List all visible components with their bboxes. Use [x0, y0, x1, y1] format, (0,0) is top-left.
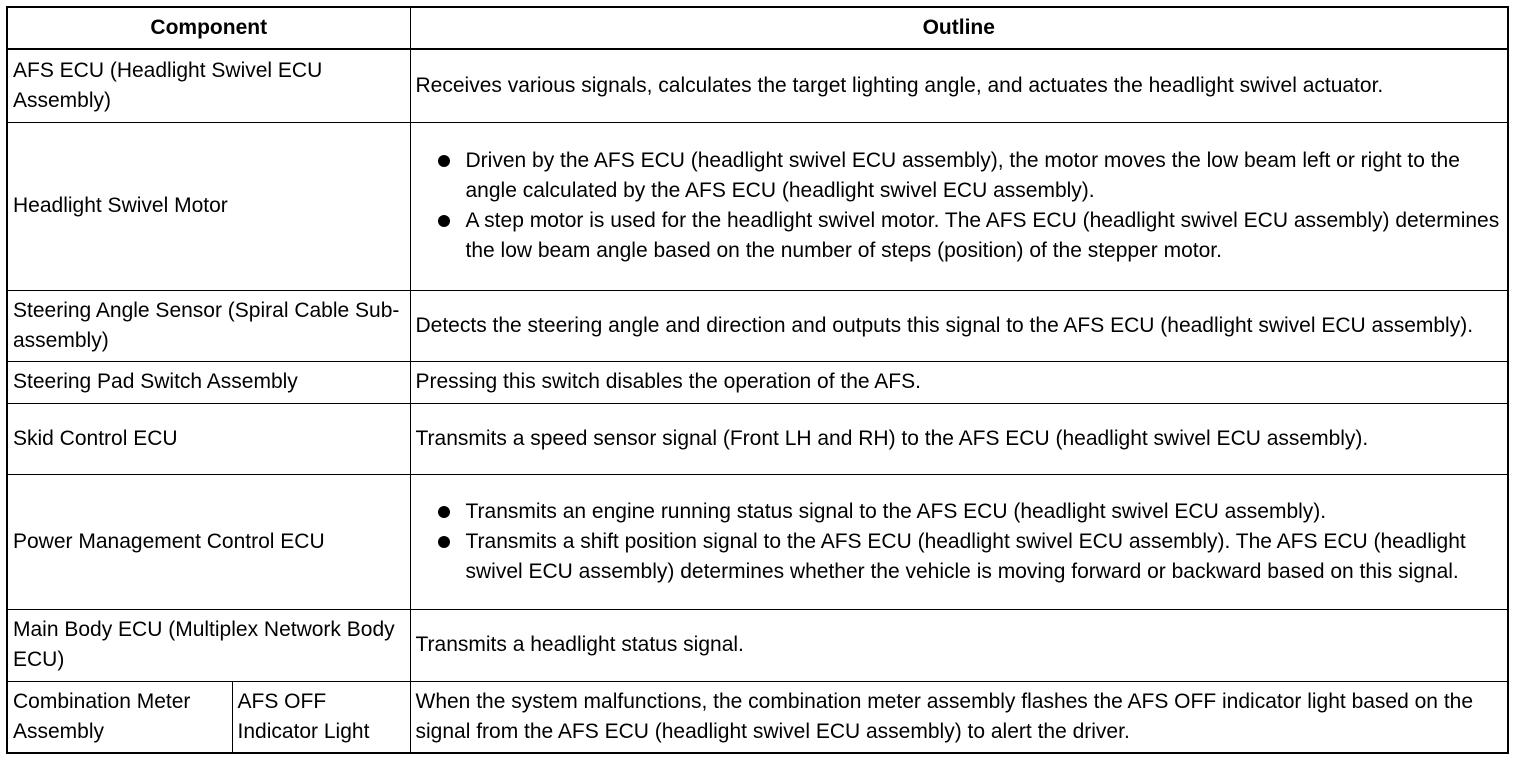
table-row: [7, 681, 1508, 753]
bullet-item: Transmits a shift position signal to the AFS ECU (headlight swivel ECU assembly). The AFS ECU (headlight swivel ECU assembly) determines whether the vehicle is moving forward or backward based on this signal.: [466, 527, 1503, 587]
subcomponent-cell: AFS OFF Indicator Light: [232, 681, 410, 753]
header-component: Component: [7, 7, 410, 49]
component-cell: Combination Meter Assembly: [7, 681, 232, 753]
outline-cell: Detects the steering angle and direction and outputs this signal to the AFS ECU (headlight swivel ECU assembly).: [410, 290, 1508, 361]
component-cell: Steering Pad Switch Assembly: [7, 361, 410, 403]
table-row: [7, 290, 1508, 361]
component-cell: Skid Control ECU: [7, 403, 410, 474]
outline-cell: [410, 122, 1508, 290]
bullet-item: A step motor is used for the headlight swivel motor. The AFS ECU (headlight swivel ECU assembly) determines the low beam angle based on the number of steps (position) of the stepper motor.: [466, 206, 1503, 266]
table-row: [7, 122, 1508, 290]
component-cell: AFS ECU (Headlight Swivel ECU Assembly): [7, 49, 410, 122]
table-row: [7, 49, 1508, 122]
table-row: [7, 609, 1508, 681]
component-cell: Main Body ECU (Multiplex Network Body ECU): [7, 609, 410, 681]
outline-cell: Transmits a headlight status signal.: [410, 609, 1508, 681]
component-outline-table: [6, 6, 1509, 754]
bullet-list: [416, 494, 1503, 590]
component-cell: Power Management Control ECU: [7, 474, 410, 609]
component-cell: Headlight Swivel Motor: [7, 122, 410, 290]
component-cell: Steering Angle Sensor (Spiral Cable Sub-assembly): [7, 290, 410, 361]
table-row: [7, 474, 1508, 609]
outline-cell: Pressing this switch disables the operation of the AFS.: [410, 361, 1508, 403]
bullet-list: [416, 143, 1503, 269]
outline-cell: Transmits a speed sensor signal (Front LH and RH) to the AFS ECU (headlight swivel ECU assembly).: [410, 403, 1508, 474]
bullet-item: Transmits an engine running status signal to the AFS ECU (headlight swivel ECU assembly).: [466, 497, 1503, 527]
header-row: [7, 7, 1508, 49]
bullet-item: Driven by the AFS ECU (headlight swivel ECU assembly), the motor moves the low beam left or right to the angle calculated by the AFS ECU (headlight swivel ECU assembly).: [466, 146, 1503, 206]
table-row: [7, 403, 1508, 474]
table-row: [7, 361, 1508, 403]
outline-cell: Receives various signals, calculates the target lighting angle, and actuates the headlight swivel actuator.: [410, 49, 1508, 122]
outline-cell: When the system malfunctions, the combination meter assembly flashes the AFS OFF indicator light based on the signal from the AFS ECU (headlight swivel ECU assembly) to alert the driver.: [410, 681, 1508, 753]
outline-cell: [410, 474, 1508, 609]
header-outline: Outline: [410, 7, 1508, 49]
